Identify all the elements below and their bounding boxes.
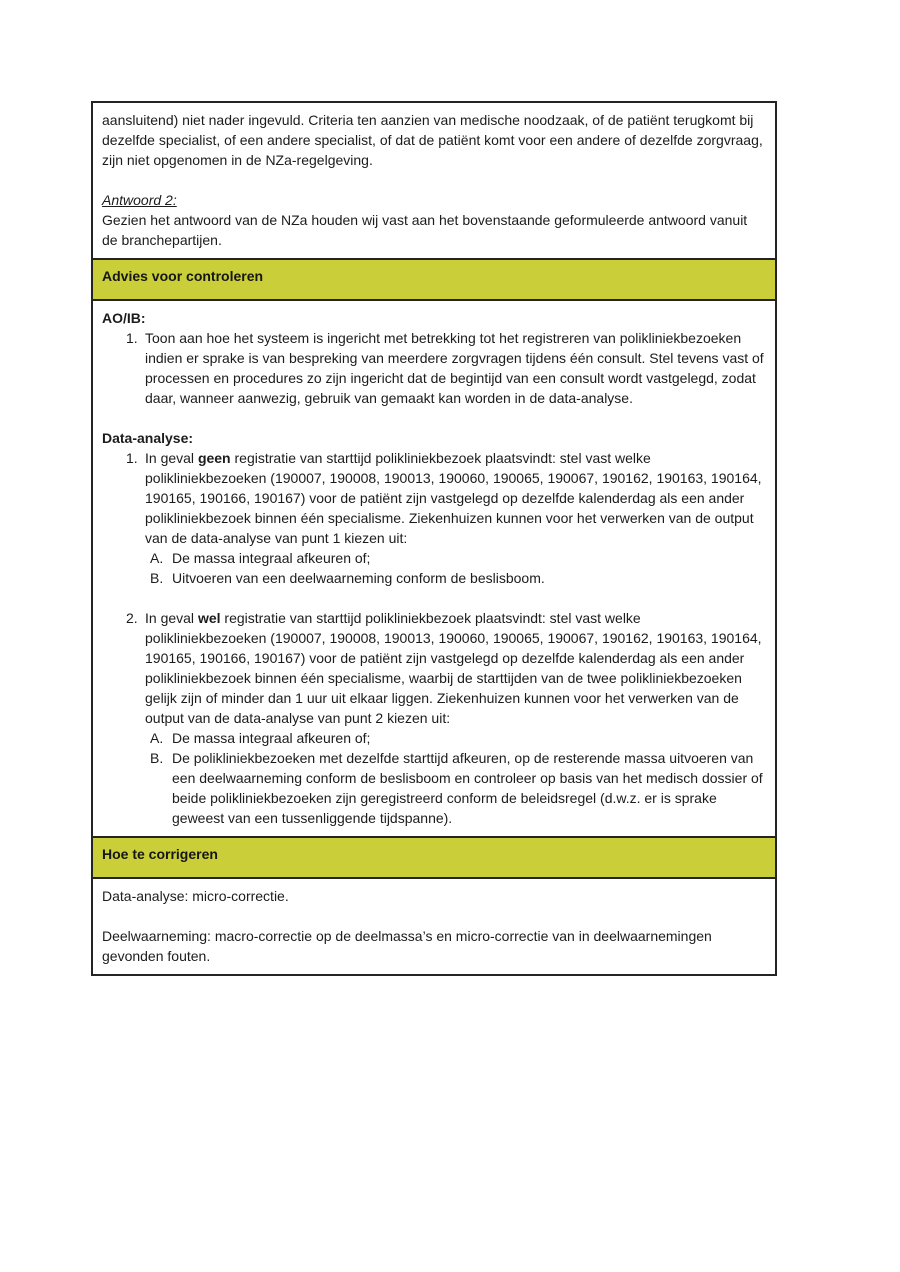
intro-section (93, 103, 775, 258)
list-item-body (145, 448, 766, 588)
item-text-rest: registratie van starttijd polikliniekbezoek plaatsvindt: stel vast welke polikliniekbezoeken (190007, 190008, 190013, 190060, 190065, 190067, 190162, 190163, 190164, 190165, 190166, 190167) voor de patiënt zijn vastgelegd op dezelfde kalenderdag als een ander polikliniekbezoek binnen één specialisme. Ziekenhuizen kunnen voor het verwerken van de output van de data-analyse van punt 1 kiezen uit: (145, 450, 762, 546)
section-header-corrigeren-label: Hoe te corrigeren (102, 846, 218, 862)
sub-item-b (145, 748, 766, 828)
section-header-advies (93, 258, 775, 301)
answer-paragraph: Gezien het antwoord van de NZa houden wij vast aan het bovenstaande geformuleerde antwoord vanuit de branchepartijen. (102, 212, 748, 248)
list-letter: B. (150, 750, 164, 766)
sub-item-text: Uitvoeren van een deelwaarneming conform de beslisboom. (172, 570, 545, 586)
item-text (145, 450, 762, 546)
answer-heading (102, 190, 766, 210)
list-letter: B. (150, 570, 164, 586)
sub-item-text: De massa integraal afkeuren of; (172, 550, 371, 566)
control-advice-table (91, 101, 777, 976)
list-number: 1. (126, 450, 138, 466)
item-text-prefix: In geval (145, 610, 198, 626)
section-header-corrigeren (93, 836, 775, 879)
list-item-text: Toon aan hoe het systeem is ingericht met betrekking tot het registreren van polikliniekbezoeken indien er sprake is van bespreking van meerdere zorgvragen tijdens één consult. Stel tevens vast of processen en procedures zo zijn ingericht dat de begintijd van een consult wordt vastgelegd, zodat daar, wanneer aanwezig, gebruik van gemaakt kan worden in de data-analyse. (145, 330, 764, 406)
list-number: 2. (126, 610, 138, 626)
list-letter: A. (150, 550, 164, 566)
aoib-heading: AO/IB: (102, 310, 146, 326)
corrigeren-section (93, 879, 775, 974)
list-number: 1. (126, 330, 138, 346)
corrigeren-paragraph-1: Data-analyse: micro-correctie. (102, 888, 289, 904)
aoib-list-item (102, 328, 766, 408)
answer-heading-text: Antwoord 2: (102, 192, 177, 208)
advies-section (93, 301, 775, 836)
item-text-bold: geen (197, 450, 231, 466)
sub-item-a (145, 548, 766, 568)
sub-item-a (145, 728, 766, 748)
sub-item-text: De massa integraal afkeuren of; (172, 730, 371, 746)
sub-item-text: De polikliniekbezoeken met dezelfde starttijd afkeuren, op de resterende massa uitvoeren van een deelwaarneming conform de beslisboom en controleer op basis van het medisch dossier of beide polikliniekbezoeken zijn geregistreerd conform de beleidsregel (d.w.z. er is sprake geweest van een tussenliggende tijdspanne). (172, 750, 763, 826)
data-analyse-item-1 (102, 448, 766, 588)
section-header-advies-label: Advies voor controleren (102, 268, 264, 284)
intro-paragraph: aansluitend) niet nader ingevuld. Criteria ten aanzien van medische noodzaak, of de patiënt terugkomt bij dezelfde specialist, of een andere specialist, of dat de patiënt komt voor een andere of dezelfde zorgvraag, zijn niet opgenomen in de NZa-regelgeving. (102, 112, 763, 168)
sub-item-b (145, 568, 766, 588)
item-text-rest: registratie van starttijd polikliniekbezoek plaatsvindt: stel vast welke polikliniekbezoeken (190007, 190008, 190013, 190060, 190065, 190067, 190162, 190163, 190164, 190165, 190166, 190167) voor de patiënt zijn vastgelegd op dezelfde kalenderdag als een ander polikliniekbezoek binnen één specialisme, waarbij de starttijden van de twee polikliniekbezoeken gelijk zijn of minder dan 1 uur uit elkaar liggen. Ziekenhuizen kunnen voor het verwerken van de output van de data-analyse van punt 2 kiezen uit: (145, 610, 762, 726)
item-text (145, 610, 762, 726)
item-text-bold: wel (197, 610, 221, 626)
list-letter: A. (150, 730, 164, 746)
data-analyse-item-2 (102, 608, 766, 828)
data-analyse-heading: Data-analyse: (102, 430, 194, 446)
corrigeren-paragraph-2: Deelwaarneming: macro-correctie op de deelmassa’s en micro-correctie van in deelwaarnemingen gevonden fouten. (102, 928, 712, 964)
list-item-body (145, 608, 766, 828)
item-text-prefix: In geval (145, 450, 198, 466)
